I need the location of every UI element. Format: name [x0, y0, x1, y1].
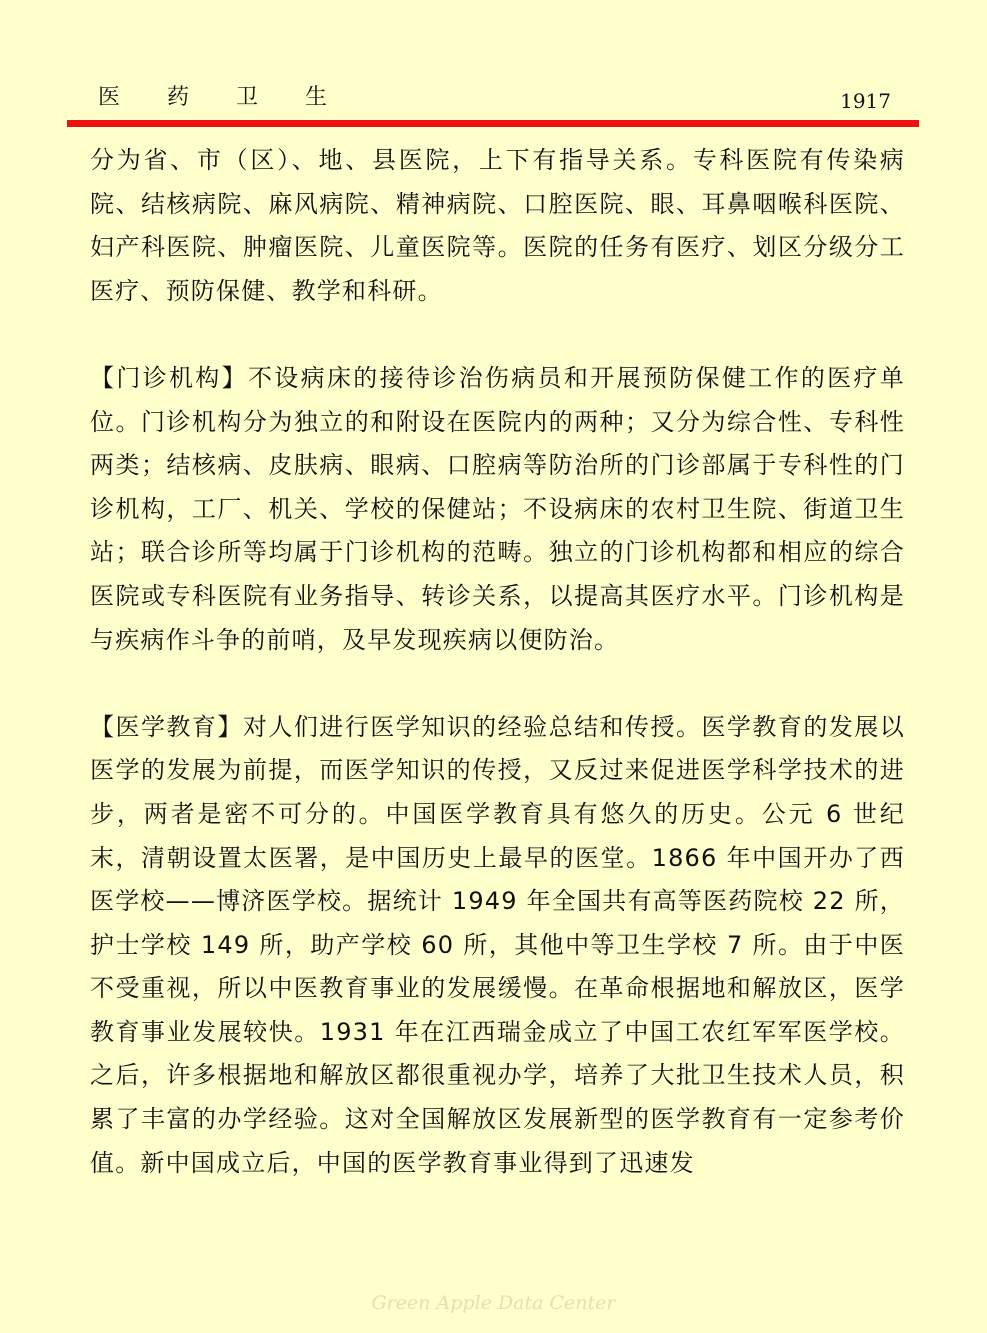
page-header: [0, 0, 987, 130]
body-text: [90, 139, 905, 1185]
section-title: 医 药 卫 生: [98, 85, 347, 110]
paragraph-outpatient-institutions: 【门诊机构】不设病床的接待诊治伤病员和开展预防保健工作的医疗单位。门诊机构分为独立的和附设在医院内的两种；又分为综合性、专科性两类；结核病、皮肤病、眼病、口腔病等防治所的门诊部属于专科性的门诊机构，工厂、机关、学校的保健站；不设病床的农村卫生院、街道卫生站；联合诊所等均属于门诊机构的范畴。独立的门诊机构都和相应的综合医院或专科医院有业务指导、转诊关系，以提高其医疗水平。门诊机构是与疾病作斗争的前哨，及早发现疾病以便防治。: [90, 363, 905, 654]
header-rule: [67, 120, 919, 127]
paragraph-medical-education: 【医学教育】对人们进行医学知识的经验总结和传授。医学教育的发展以医学的发展为前提，而医学知识的传授，又反过来促进医学科学技术的进步，两者是密不可分的。中国医学教育具有悠久的历史。公元 6 世纪末，清朝设置太医署，是中国历史上最早的医堂。1866 年中国开办了西医学校——博济医学校。据统计 1949 年全国共有高等医药院校 22 所，护士学校 149 所，助产学校 60 所，其他中等卫生学校 7 所。由于中医不受重视，所以中医教育事业的发展缓慢。在革命根据地和解放区，医学教育事业发展较快。1931 年在江西瑞金成立了中国工农红军军医学校。之后，许多根据地和解放区都很重视办学，培养了大批卫生技术人员，积累了丰富的办学经验。这对全国解放区发展新型的医学教育有一定参考价值。新中国成立后，中国的医学教育事业得到了迅速发: [90, 712, 905, 1177]
page-number: 1917: [840, 89, 891, 113]
paragraph-hospital-types: 分为省、市（区）、地、县医院，上下有指导关系。专科医院有传染病院、结核病院、麻风病院、精神病院、口腔医院、眼、耳鼻咽喉科医院、妇产科医院、肿瘤医院、儿童医院等。医院的任务有医疗、划区分级分工医疗、预防保健、教学和科研。: [90, 146, 905, 305]
watermark: Green Apple Data Center: [371, 1292, 616, 1314]
